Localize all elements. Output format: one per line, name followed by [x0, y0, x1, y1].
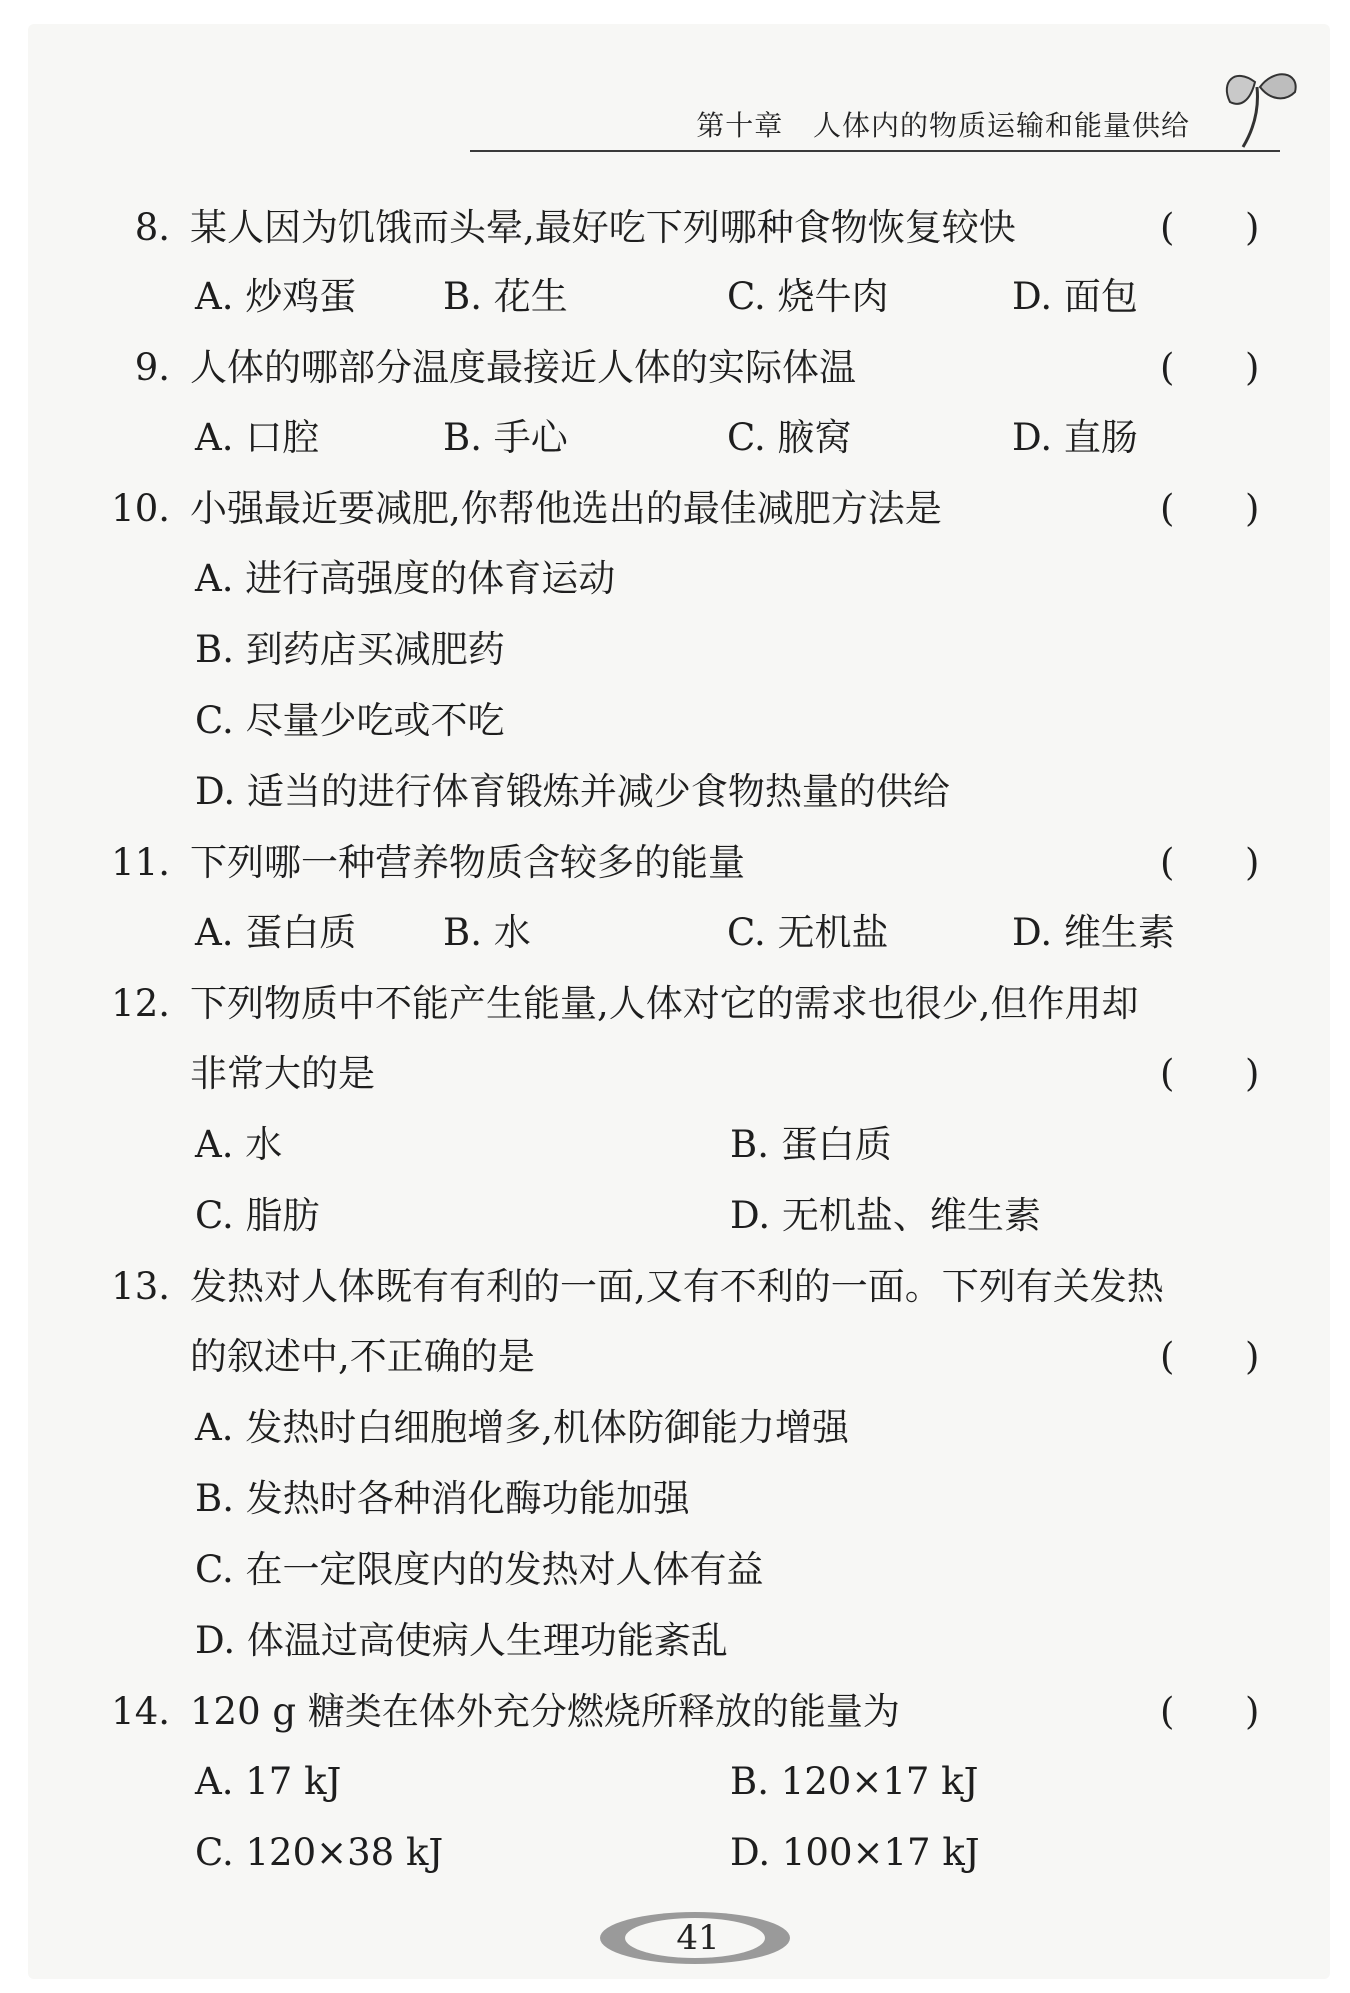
q12-option-b[interactable]: B. 蛋白质 — [730, 1123, 892, 1166]
q10-option-a[interactable]: A. 进行高强度的体育运动 — [195, 557, 616, 600]
q11-option-b[interactable]: B. 水 — [443, 911, 531, 954]
q13-option-d[interactable]: D. 体温过高使病人生理功能紊乱 — [195, 1619, 728, 1662]
q9-option-c[interactable]: C. 腋窝 — [727, 416, 852, 459]
running-header — [470, 110, 1280, 152]
q14-answer-blank[interactable]: ( ) — [1160, 1690, 1260, 1733]
q12-option-c[interactable]: C. 脂肪 — [195, 1194, 320, 1237]
page-number: 41 — [676, 1918, 720, 1958]
q12-option-d[interactable]: D. 无机盐、维生素 — [730, 1194, 1041, 1237]
q8-answer-blank[interactable]: ( ) — [1160, 206, 1260, 249]
q8-option-a[interactable]: A. 炒鸡蛋 — [195, 275, 357, 318]
q13-stem-line2: 的叙述中,不正确的是 — [190, 1335, 535, 1378]
q14-option-d[interactable]: D. 100×17 kJ — [730, 1831, 980, 1874]
q11-number: 11. — [111, 841, 170, 884]
q10-option-d[interactable]: D. 适当的进行体育锻炼并减少食物热量的供给 — [195, 770, 950, 813]
q8-stem: 某人因为饥饿而头晕,最好吃下列哪种食物恢复较快 — [190, 206, 1016, 249]
header-text — [696, 104, 1190, 144]
q11-stem: 下列哪一种营养物质含较多的能量 — [190, 841, 745, 884]
q10-answer-blank[interactable]: ( ) — [1160, 487, 1260, 530]
q12-stem-line2: 非常大的是 — [190, 1052, 375, 1095]
q8-option-c[interactable]: C. 烧牛肉 — [727, 275, 889, 318]
q9-number: 9. — [134, 346, 170, 389]
q9-answer-blank[interactable]: ( ) — [1160, 346, 1260, 389]
header-chapter: 第十章 — [696, 109, 784, 142]
q10-option-b[interactable]: B. 到药店买减肥药 — [195, 628, 505, 671]
q14-option-b[interactable]: B. 120×17 kJ — [730, 1760, 979, 1803]
q12-option-a[interactable]: A. 水 — [195, 1123, 283, 1166]
q11-answer-blank[interactable]: ( ) — [1160, 841, 1260, 884]
q12-stem-line1: 下列物质中不能产生能量,人体对它的需求也很少,但作用却 — [190, 982, 1139, 1025]
q14-number: 14. — [111, 1690, 170, 1733]
q8-option-d[interactable]: D. 面包 — [1012, 275, 1138, 318]
q14-option-c[interactable]: C. 120×38 kJ — [195, 1831, 444, 1874]
q9-stem: 人体的哪部分温度最接近人体的实际体温 — [190, 346, 856, 389]
q14-stem: 120 g 糖类在体外充分燃烧所释放的能量为 — [190, 1690, 900, 1733]
q8-number: 8. — [134, 206, 170, 249]
q13-option-b[interactable]: B. 发热时各种消化酶功能加强 — [195, 1477, 690, 1520]
q10-stem: 小强最近要减肥,你帮他选出的最佳减肥方法是 — [190, 487, 942, 530]
q13-option-a[interactable]: A. 发热时白细胞增多,机体防御能力增强 — [195, 1406, 850, 1449]
q12-answer-blank[interactable]: ( ) — [1160, 1052, 1260, 1095]
q13-stem-line1: 发热对人体既有有利的一面,又有不利的一面。下列有关发热 — [190, 1265, 1164, 1308]
header-title: 人体内的物质运输和能量供给 — [812, 109, 1190, 142]
q13-number: 13. — [111, 1265, 170, 1308]
q11-option-a[interactable]: A. 蛋白质 — [195, 911, 357, 954]
q10-number: 10. — [111, 487, 170, 530]
q9-option-b[interactable]: B. 手心 — [443, 416, 568, 459]
q11-option-c[interactable]: C. 无机盐 — [727, 911, 889, 954]
q11-option-d[interactable]: D. 维生素 — [1012, 911, 1175, 954]
q9-option-d[interactable]: D. 直肠 — [1012, 416, 1138, 459]
q14-option-a[interactable]: A. 17 kJ — [195, 1760, 342, 1803]
q13-option-c[interactable]: C. 在一定限度内的发热对人体有益 — [195, 1548, 764, 1591]
q13-answer-blank[interactable]: ( ) — [1160, 1335, 1260, 1378]
q9-option-a[interactable]: A. 口腔 — [195, 416, 320, 459]
q8-option-b[interactable]: B. 花生 — [443, 275, 568, 318]
q10-option-c[interactable]: C. 尽量少吃或不吃 — [195, 699, 505, 742]
q12-number: 12. — [111, 982, 170, 1025]
leaf-decoration-icon — [1215, 62, 1305, 152]
